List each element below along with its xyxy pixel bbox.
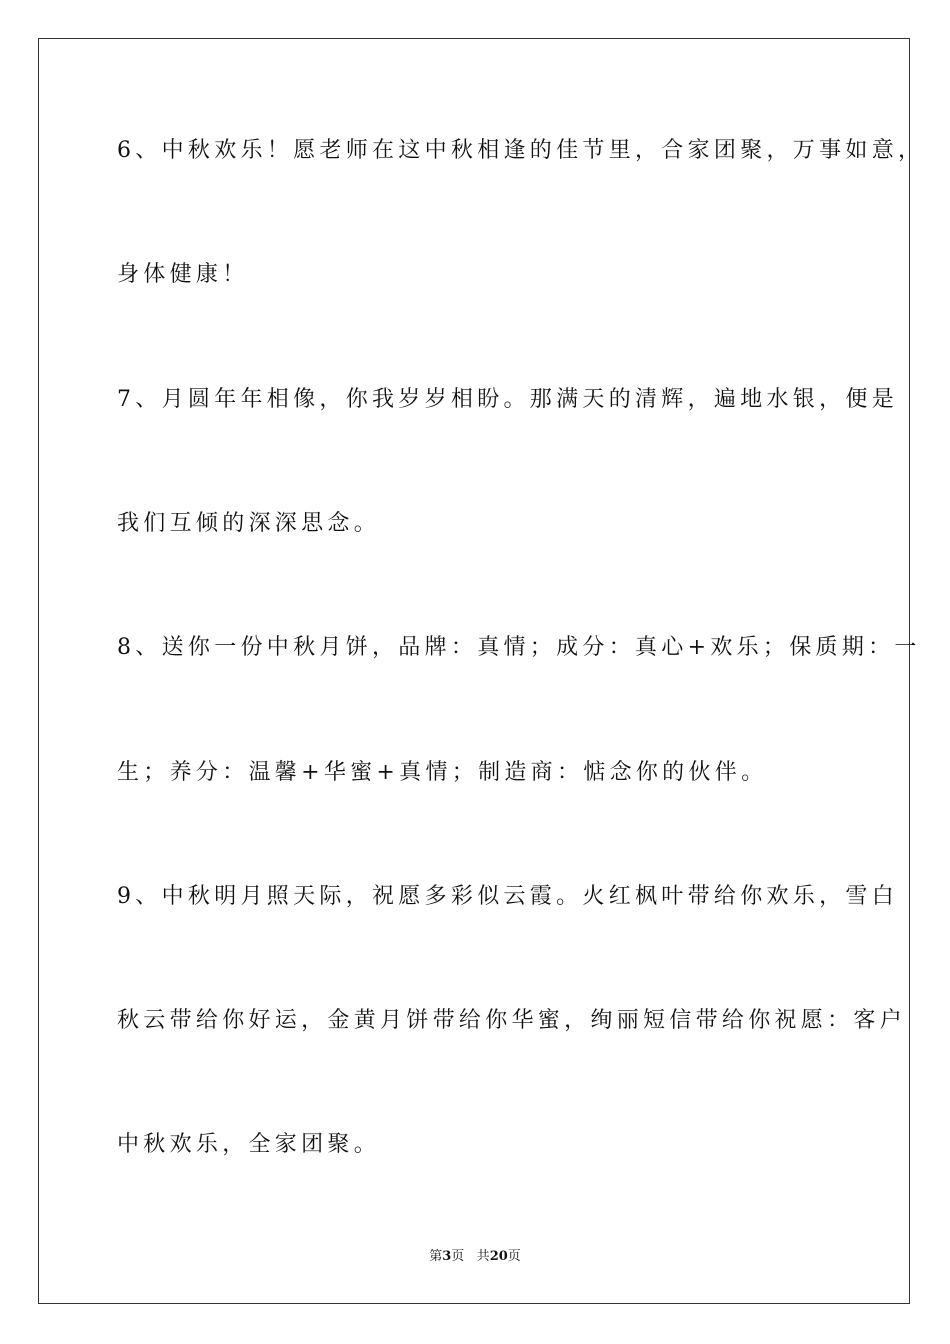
paragraph-line: 秋云带给你好运，金黄月饼带给你华蜜，绚丽短信带给你祝愿：客户 bbox=[117, 1008, 907, 1033]
page-suffix: 页 bbox=[451, 1249, 465, 1264]
paragraph-line: 身体健康！ bbox=[117, 262, 249, 287]
paragraph-line: 8、送你一份中秋月饼，品牌：真情；成分：真心+欢乐；保质期：一 bbox=[117, 635, 921, 660]
paragraph-line: 6、中秋欢乐！愿老师在这中秋相逢的佳节里，合家团聚，万事如意， bbox=[117, 138, 925, 163]
page-number: 3 bbox=[442, 1249, 452, 1264]
paragraph-line: 生；养分：温馨+华蜜+真情；制造商：惦念你的伙伴。 bbox=[117, 760, 768, 785]
paragraph-line: 中秋欢乐，全家团聚。 bbox=[117, 1132, 381, 1157]
paragraph-line: 我们互倾的深深思念。 bbox=[117, 511, 381, 536]
page-prefix: 第 bbox=[429, 1249, 443, 1264]
page-border bbox=[38, 38, 910, 1304]
total-prefix: 共 bbox=[476, 1249, 490, 1264]
total-pages: 20 bbox=[489, 1249, 508, 1264]
paragraph-line: 9、中秋明月照天际，祝愿多彩似云霞。火红枫叶带给你欢乐，雪白 bbox=[117, 884, 898, 909]
paragraph-line: 7、月圆年年相像，你我岁岁相盼。那满天的清辉，遍地水银，便是 bbox=[117, 387, 898, 412]
page-footer bbox=[0, 1248, 950, 1266]
total-suffix: 页 bbox=[507, 1249, 521, 1264]
